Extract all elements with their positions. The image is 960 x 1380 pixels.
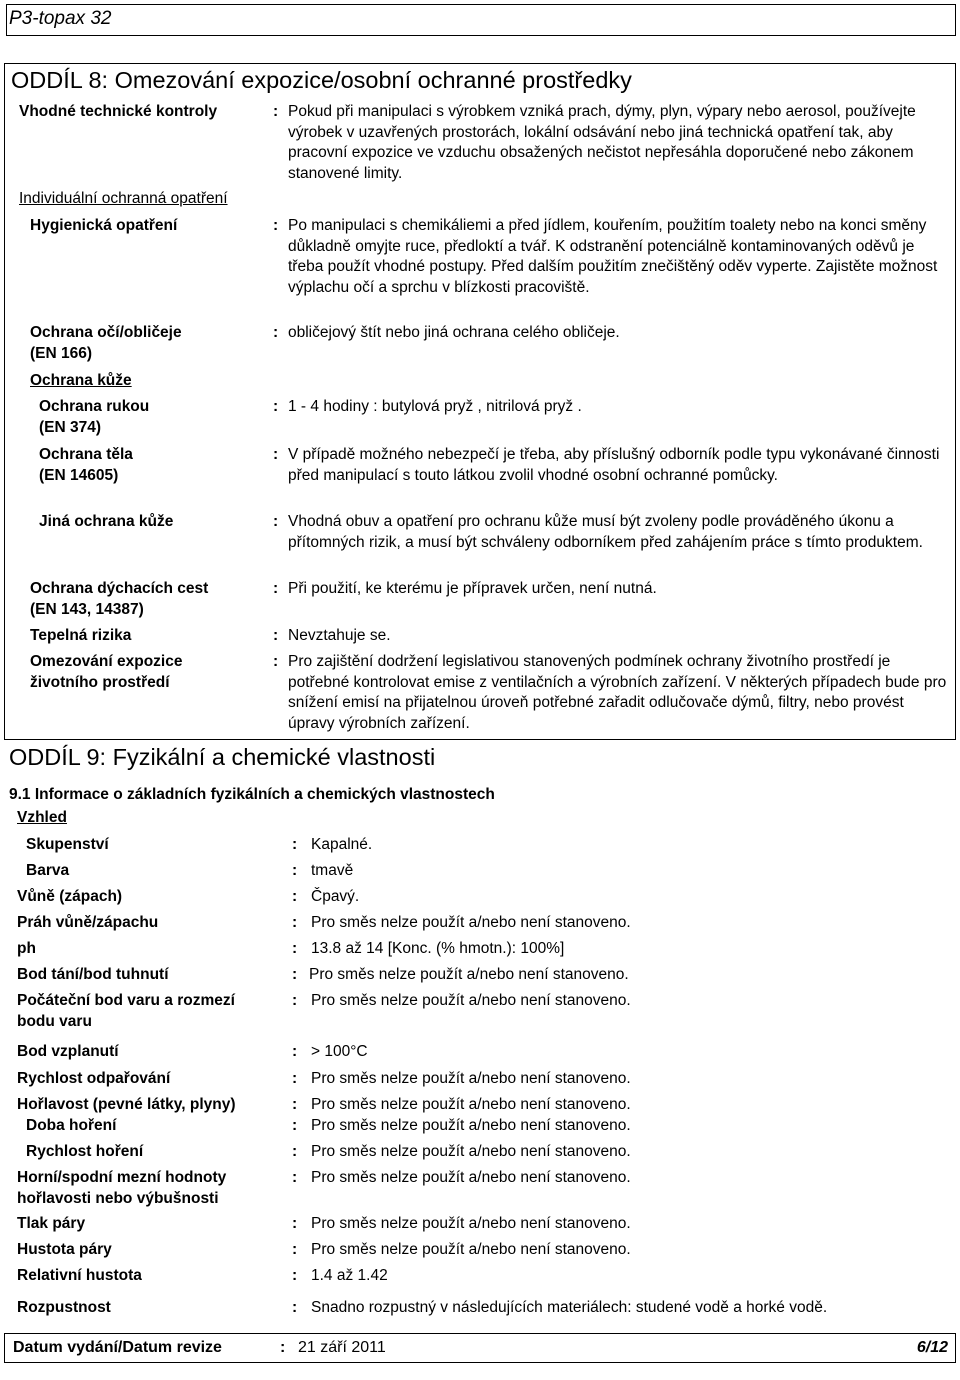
- thermal-label: Tepelná rizika: [30, 627, 132, 644]
- thermal-text: Nevztahuje se.: [288, 627, 391, 644]
- property-value: Čpavý.: [311, 888, 360, 905]
- respiratory-label: Ochrana dýchacích cest: [30, 580, 209, 597]
- colon: :: [273, 103, 279, 120]
- eye-text: obličejový štít nebo jiná ochrana celého obličeje.: [288, 324, 620, 341]
- property-label: Rychlost hoření: [26, 1143, 144, 1160]
- section8-title: ODDÍL 8: Omezování expozice/osobní ochranné prostředky: [11, 67, 632, 93]
- property-value: Pro směs nelze použít a/nebo není stanoveno.: [311, 1117, 631, 1134]
- colon: :: [292, 836, 298, 853]
- tech-controls-text: Pokud při manipulaci s výrobkem vzniká prach, dýmy, plyn, výpary nebo aerosol, používejte výrobek v uzavřených prostorách, lokální odsávání nebo jiná technická opatření tak, aby pracovní expozice ve vzduchu obsažených nečistot nepřesáhla doporučené nebo zákonem stanovené limity.: [288, 103, 916, 182]
- property-label: Bod tání/bod tuhnutí: [17, 966, 169, 983]
- hygiene-text: Po manipulaci s chemikáliemi a před jídlem, kouřením, použitím toalety nebo na konci směny důkladně omyjte ruce, předloktí a tvář. K odstranění potenciálně kontaminovaných oděvů je třeba použít vhodné postupy. Před dalším použitím znečištěný oděv vyperte. Zajistěte možnost výplachu očí a sprchu v blízkosti pracoviště.: [288, 217, 938, 296]
- respiratory-text: Při použití, ke kterému je přípravek určen, není nutná.: [288, 580, 657, 597]
- colon: :: [292, 1169, 298, 1186]
- colon: :: [292, 1043, 298, 1060]
- property-label: Horní/spodní mezní hodnoty: [17, 1169, 227, 1186]
- header-box: [6, 4, 956, 36]
- colon: :: [292, 1143, 298, 1160]
- property-label: Počáteční bod varu a rozmezí: [17, 992, 235, 1009]
- property-label: ph: [17, 940, 36, 957]
- individual-heading: Individuální ochranná opatření: [19, 190, 228, 207]
- property-value: Pro směs nelze použít a/nebo není stanoveno.: [311, 992, 631, 1009]
- property-value: tmavě: [311, 862, 354, 879]
- property-value: Pro směs nelze použít a/nebo není stanoveno.: [311, 1070, 631, 1087]
- hygiene-label: Hygienická opatření: [30, 217, 178, 234]
- eye-label: Ochrana očí/obličeje: [30, 324, 182, 341]
- property-label-2: bodu varu: [17, 1013, 92, 1030]
- env-label: Omezování expozice: [30, 653, 183, 670]
- footer-label: Datum vydání/Datum revize: [13, 1339, 222, 1356]
- property-value: Pro směs nelze použít a/nebo není stanoveno.: [311, 914, 631, 931]
- tech-controls-label: Vhodné technické kontroly: [19, 103, 218, 120]
- property-value: 13.8 až 14 [Konc. (% hmotn.): 100%]: [311, 940, 565, 957]
- colon: :: [273, 580, 279, 597]
- colon: :: [292, 1215, 298, 1232]
- property-value: Pro směs nelze použít a/nebo není stanoveno.: [311, 1215, 631, 1232]
- body-text: V případě možného nebezpečí je třeba, aby příslušný odborník podle typu vykonávané činnosti před manipulací s touto látkou zvolil vhodné osobní ochranné pomůcky.: [288, 446, 940, 484]
- section9-subtitle: 9.1 Informace o základních fyzikálních a chemických vlastnostech: [9, 786, 495, 803]
- body-standard: (EN 14605): [39, 467, 119, 484]
- respiratory-standard: (EN 143, 14387): [30, 601, 144, 618]
- other-skin-label: Jiná ochrana kůže: [39, 513, 174, 530]
- colon: :: [273, 398, 279, 415]
- colon: :: [292, 1299, 298, 1316]
- property-label: Barva: [26, 862, 70, 879]
- property-label: Doba hoření: [26, 1117, 117, 1134]
- property-label: Relativní hustota: [17, 1267, 142, 1284]
- section9-title: ODDÍL 9: Fyzikální a chemické vlastnosti: [9, 744, 436, 770]
- colon: :: [292, 1070, 298, 1087]
- property-value: 1.4 až 1.42: [311, 1267, 388, 1284]
- colon: :: [273, 627, 279, 644]
- colon: :: [273, 324, 279, 341]
- colon: :: [292, 1096, 298, 1113]
- property-label: Hustota páry: [17, 1241, 112, 1258]
- property-value: Pro směs nelze použít a/nebo není stanoveno.: [311, 1143, 631, 1160]
- property-label: Rozpustnost: [17, 1299, 111, 1316]
- property-label: Tlak páry: [17, 1215, 86, 1232]
- skin-heading: Ochrana kůže: [30, 372, 132, 389]
- colon: :: [292, 966, 298, 983]
- colon: :: [292, 992, 298, 1009]
- colon: :: [292, 1117, 298, 1134]
- property-value: Pro směs nelze použít a/nebo není stanoveno.: [311, 1096, 631, 1113]
- property-label: Skupenství: [26, 836, 109, 853]
- env-label-2: životního prostředí: [30, 674, 170, 691]
- property-value: Snadno rozpustný v následujících materiálech: studené vodě a horké vodě.: [311, 1299, 828, 1316]
- hand-text: 1 - 4 hodiny : butylová pryž , nitrilová pryž .: [288, 398, 582, 415]
- colon: :: [273, 446, 279, 463]
- property-label: Práh vůně/zápachu: [17, 914, 159, 931]
- property-label: Rychlost odpařování: [17, 1070, 171, 1087]
- property-label: Hořlavost (pevné látky, plyny): [17, 1096, 236, 1113]
- colon: :: [292, 888, 298, 905]
- footer-date: 21 září 2011: [298, 1339, 386, 1356]
- colon: :: [273, 217, 279, 234]
- hand-label: Ochrana rukou: [39, 398, 150, 415]
- product-name: P3-topax 32: [9, 8, 112, 29]
- colon: :: [273, 513, 279, 530]
- eye-standard: (EN 166): [30, 345, 93, 362]
- property-value: Pro směs nelze použít a/nebo není stanoveno.: [311, 1241, 631, 1258]
- hand-standard: (EN 374): [39, 419, 102, 436]
- property-value: Pro směs nelze použít a/nebo není stanoveno.: [309, 966, 629, 983]
- env-text: Pro zajištění dodržení legislativou stanovených podmínek ochrany životního prostředí je potřebné kontrolovat emise z ventilačních a výrobních zařízení. V některých případech bude pro snížení emisí na přijatelnou úroveň potřebné zařadit odlučovače dýmů, filtry, nebo provést úpravy výrobních zařízení.: [288, 653, 947, 732]
- colon: :: [273, 653, 279, 670]
- colon: :: [292, 862, 298, 879]
- page-number: 6/12: [916, 1339, 948, 1356]
- property-value: > 100°C: [311, 1043, 368, 1060]
- colon: :: [292, 1267, 298, 1284]
- body-label: Ochrana těla: [39, 446, 133, 463]
- colon: :: [292, 940, 298, 957]
- colon: :: [292, 1241, 298, 1258]
- property-label: Vůně (zápach): [17, 888, 123, 905]
- property-value: Kapalné.: [311, 836, 373, 853]
- property-value: Pro směs nelze použít a/nebo není stanoveno.: [311, 1169, 631, 1186]
- colon: :: [292, 914, 298, 931]
- property-label: Bod vzplanutí: [17, 1043, 119, 1060]
- property-label-2: hořlavosti nebo výbušnosti: [17, 1190, 219, 1207]
- appearance-heading: Vzhled: [17, 809, 67, 826]
- colon: :: [280, 1339, 286, 1356]
- other-skin-text: Vhodná obuv a opatření pro ochranu kůže musí být zvoleny podle prováděného úkonu a přítomných rizik, a musí být schváleny odborníkem před zahájením práce s tímto produktem.: [288, 513, 923, 551]
